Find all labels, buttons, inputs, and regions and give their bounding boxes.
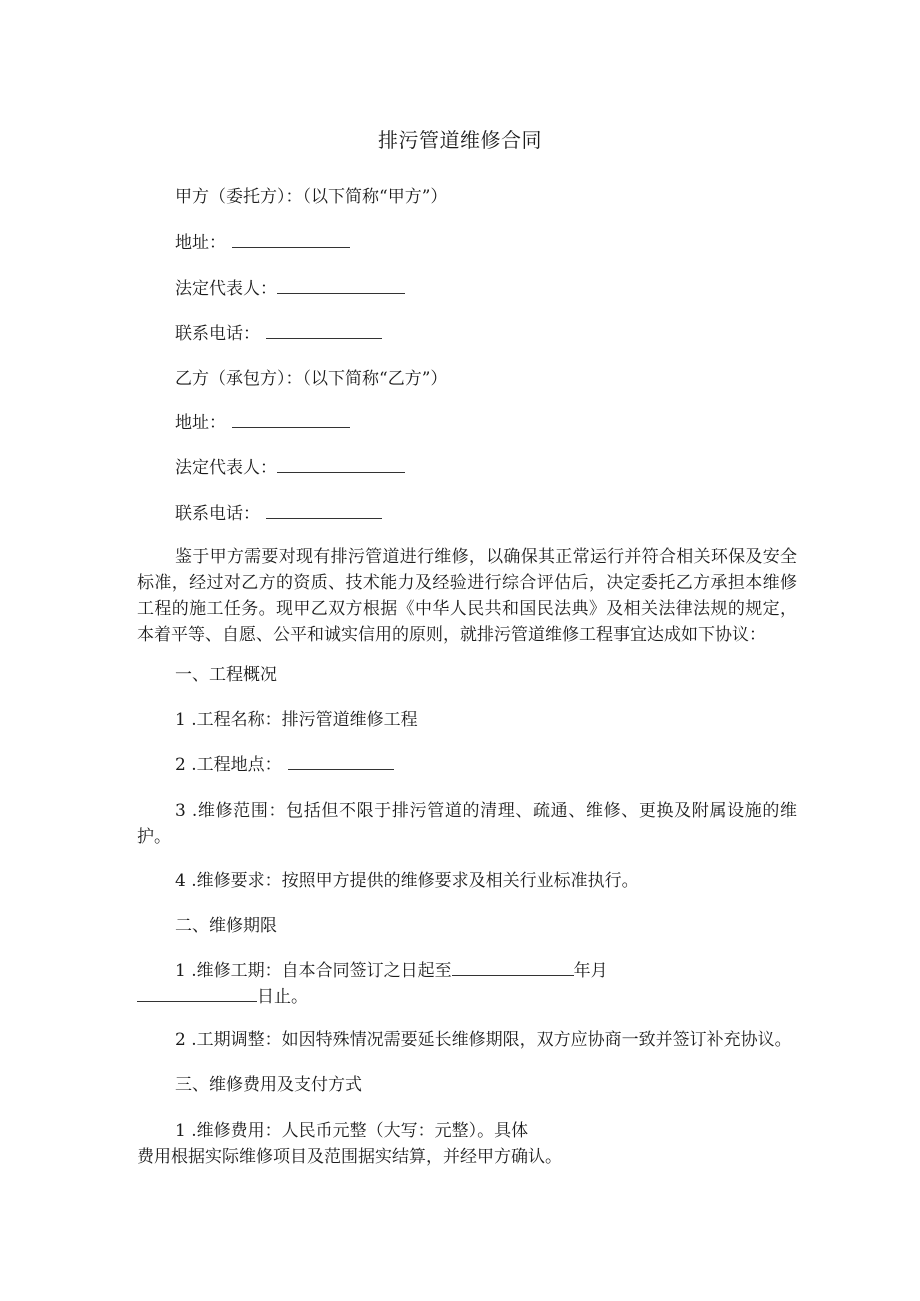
section3-item1-line2: 费用根据实际维修项目及范围据实结算，并经甲方确认。 <box>137 1147 562 1167</box>
party-b-phone-blank[interactable] <box>266 502 382 519</box>
party-b-phone-label: 联系电话： <box>175 504 260 524</box>
party-a-rep-label: 法定代表人： <box>175 279 277 299</box>
party-b-address-label: 地址： <box>175 413 226 433</box>
party-a-address-label: 地址： <box>175 233 226 253</box>
section3-item1 <box>137 1118 797 1170</box>
section2-item1-line2 <box>137 984 797 1010</box>
section2-heading: 二、维修期限 <box>175 916 277 936</box>
party-a-address-blank[interactable] <box>232 231 350 248</box>
section2-item1-part3: 日止。 <box>257 987 308 1007</box>
section2-item1 <box>137 958 797 1010</box>
party-a-phone-blank[interactable] <box>266 322 382 339</box>
section1-item2-label: 2 .工程地点： <box>175 755 282 775</box>
party-b-address <box>175 411 350 435</box>
section2-item1-line1 <box>137 958 797 984</box>
section1-item3: 3 .维修范围：包括但不限于排污管道的清理、疏通、维修、更换及附属设施的维护。 <box>137 801 797 847</box>
party-a-heading: 甲方（委托方）：（以下简称“甲方”） <box>175 187 448 207</box>
section3-item1-line1: 1 .维修费用：人民币元整（大写：元整）。具体 <box>175 1121 529 1141</box>
party-b-rep <box>175 456 405 480</box>
end-day-blank[interactable] <box>137 985 257 1002</box>
party-a-address <box>175 231 350 255</box>
section3-heading: 三、维修费用及支付方式 <box>175 1075 362 1095</box>
preamble-paragraph: 鉴于甲方需要对现有排污管道进行维修，以确保其正常运行并符合相关环保及安全标准，经过对乙方的资质、技术能力及经验进行综合评估后，决定委托乙方承担本维修工程的施工任务。现甲乙双方根据《中华人民共和国民法典》及相关法律法规的规定，本着平等、自愿、公平和诚实信用的原则，就排污管道维修工程事宜达成如下协议： <box>137 547 797 645</box>
party-b-address-blank[interactable] <box>232 411 350 428</box>
section1-item4: 4 .维修要求：按照甲方提供的维修要求及相关行业标准执行。 <box>175 871 639 891</box>
section1-heading: 一、工程概况 <box>175 665 277 685</box>
section2-item1-part2: 年月 <box>573 961 608 981</box>
section1-item2 <box>175 753 394 777</box>
party-a-phone <box>175 322 382 346</box>
project-location-blank[interactable] <box>288 753 394 770</box>
party-b-rep-blank[interactable] <box>277 456 405 473</box>
party-a-rep-blank[interactable] <box>277 277 405 294</box>
party-b-phone <box>175 502 382 526</box>
party-a-rep <box>175 277 405 301</box>
section2-item2: 2 .工期调整：如因特殊情况需要延长维修期限，双方应协商一致并签订补充协议。 <box>175 1030 792 1050</box>
party-b-heading: 乙方（承包方）：（以下简称“乙方”） <box>175 369 448 389</box>
section2-item1-part1: 1 .维修工期：自本合同签订之日起至 <box>175 961 452 981</box>
section1-item1: 1 .工程名称：排污管道维修工程 <box>175 710 418 730</box>
document-title: 排污管道维修合同 <box>378 128 542 152</box>
party-a-phone-label: 联系电话： <box>175 324 260 344</box>
party-b-rep-label: 法定代表人： <box>175 458 277 478</box>
end-date-blank[interactable] <box>452 959 574 976</box>
